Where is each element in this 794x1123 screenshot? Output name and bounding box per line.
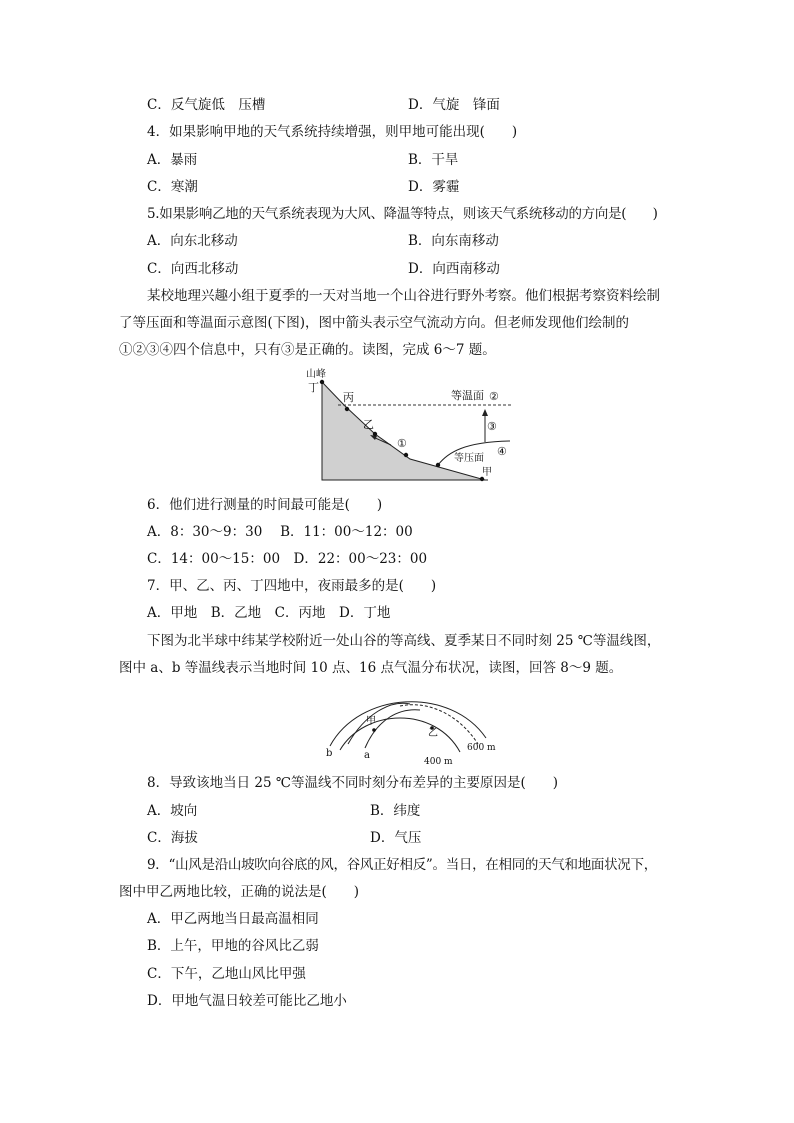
q3-option-c: C．反气旋低 压槽	[147, 97, 266, 113]
q5-option-d: D．向西南移动	[408, 261, 500, 277]
q9-option-a: A．甲乙两地当日最高温相同	[147, 911, 319, 927]
point-valley	[436, 463, 440, 467]
q5-option-b: B．向东南移动	[408, 233, 499, 249]
point-mid	[404, 453, 408, 457]
q4-option-b: B．干旱	[408, 152, 459, 168]
q9-stem-line1: 9．“山风是沿山坡吹向谷底的风，谷风正好相反”。当日，在相同的天气和地面状况下，	[147, 857, 657, 873]
label-isotherm: 等温面	[451, 389, 484, 402]
valley-isobar-isotherm-figure	[300, 364, 540, 486]
intro-6-7-line3: ①②③④四个信息中，只有③是正确的。读图，完成 6～7 题。	[119, 342, 496, 358]
q7-options: A．甲地 B．乙地 C．丙地 D．丁地	[147, 605, 391, 621]
q8-option-d: D．气压	[370, 830, 422, 846]
label-n4: ④	[497, 445, 507, 458]
q8-option-c: C．海拔	[147, 830, 198, 846]
intro-6-7-line2: 了等压面和等温面示意图(下图)，图中箭头表示空气流动方向。但老师发现他们绘制的	[119, 315, 630, 331]
contour-600	[330, 702, 486, 746]
label-yi-2: 乙	[428, 728, 438, 739]
q5-stem: 5.如果影响乙地的天气系统表现为大风、降温等特点，则该天气系统移动的方向是( )	[147, 206, 658, 222]
intro-8-9-line1: 下图为北半球中纬某学校附近一处山谷的等高线、夏季某日不同时刻 25 ℃等温线图，	[147, 633, 661, 649]
intro-6-7-line1: 某校地理兴趣小组于夏季的一天对当地一个山谷进行野外考察。他们根据考察资料绘制	[147, 288, 660, 304]
label-bing: 丙	[343, 391, 354, 404]
isotherm-b	[348, 703, 410, 744]
isotherm-dashed	[400, 705, 478, 744]
q4-option-c: C．寒潮	[147, 179, 198, 195]
label-jia-2: 甲	[366, 716, 376, 727]
arrow-head-3	[482, 409, 488, 416]
q3-option-d: D．气旋 锋面	[408, 97, 500, 113]
point-bing	[345, 407, 349, 411]
label-600m: 600 m	[467, 743, 496, 753]
q9-option-d: D．甲地气温日较差可能比乙地小	[147, 993, 347, 1009]
label-isobar: 等压面	[454, 453, 484, 464]
q9-stem-line2: 图中甲乙两地比较，正确的说法是( )	[119, 884, 360, 900]
label-jia: 甲	[482, 467, 492, 478]
label-ding: 丁	[308, 381, 319, 394]
q4-stem: 4．如果影响甲地的天气系统持续增强，则甲地可能出现( )	[147, 124, 518, 140]
intro-8-9-line2: 图中 a、b 等温线表示当地时间 10 点、16 点气温分布状况，读图，回答 8～9 题。	[119, 660, 623, 676]
label-n3: ③	[487, 420, 497, 433]
q6-stem: 6．他们进行测量的时间最可能是( )	[147, 497, 383, 513]
contour-400	[340, 718, 460, 752]
label-n1: ①	[397, 437, 407, 450]
q8-stem: 8．导致该地当日 25 ℃等温线不同时刻分布差异的主要原因是( )	[147, 775, 558, 791]
q6-options-cd: C．14：00～15：00 D．22：00～23：00	[147, 551, 428, 567]
label-a: a	[364, 750, 370, 761]
q9-option-b: B．上午，甲地的谷风比乙弱	[147, 938, 319, 954]
label-yi: 乙	[363, 418, 374, 431]
point-ding	[320, 380, 324, 384]
valley-contour-isotherm-figure	[320, 686, 520, 768]
q5-option-a: A．向东北移动	[147, 233, 238, 249]
q8-option-b: B．纬度	[370, 803, 421, 819]
label-b: b	[326, 748, 333, 759]
q4-option-a: A．暴雨	[147, 152, 198, 168]
point-jia-2	[372, 728, 376, 732]
point-yi	[373, 432, 377, 436]
label-400m: 400 m	[424, 757, 453, 767]
label-peak: 山峰	[306, 369, 326, 380]
q4-option-d: D．雾霾	[408, 179, 460, 195]
q9-option-c: C．下午，乙地山风比甲强	[147, 966, 306, 982]
q7-stem: 7．甲、乙、丙、丁四地中，夜雨最多的是( )	[147, 578, 437, 594]
q5-option-c: C．向西北移动	[147, 261, 239, 277]
q6-options-ab: A．8：30～9：30 B．11：00～12：00	[147, 524, 413, 540]
label-n2: ②	[489, 390, 499, 403]
q8-option-a: A．坡向	[147, 803, 198, 819]
